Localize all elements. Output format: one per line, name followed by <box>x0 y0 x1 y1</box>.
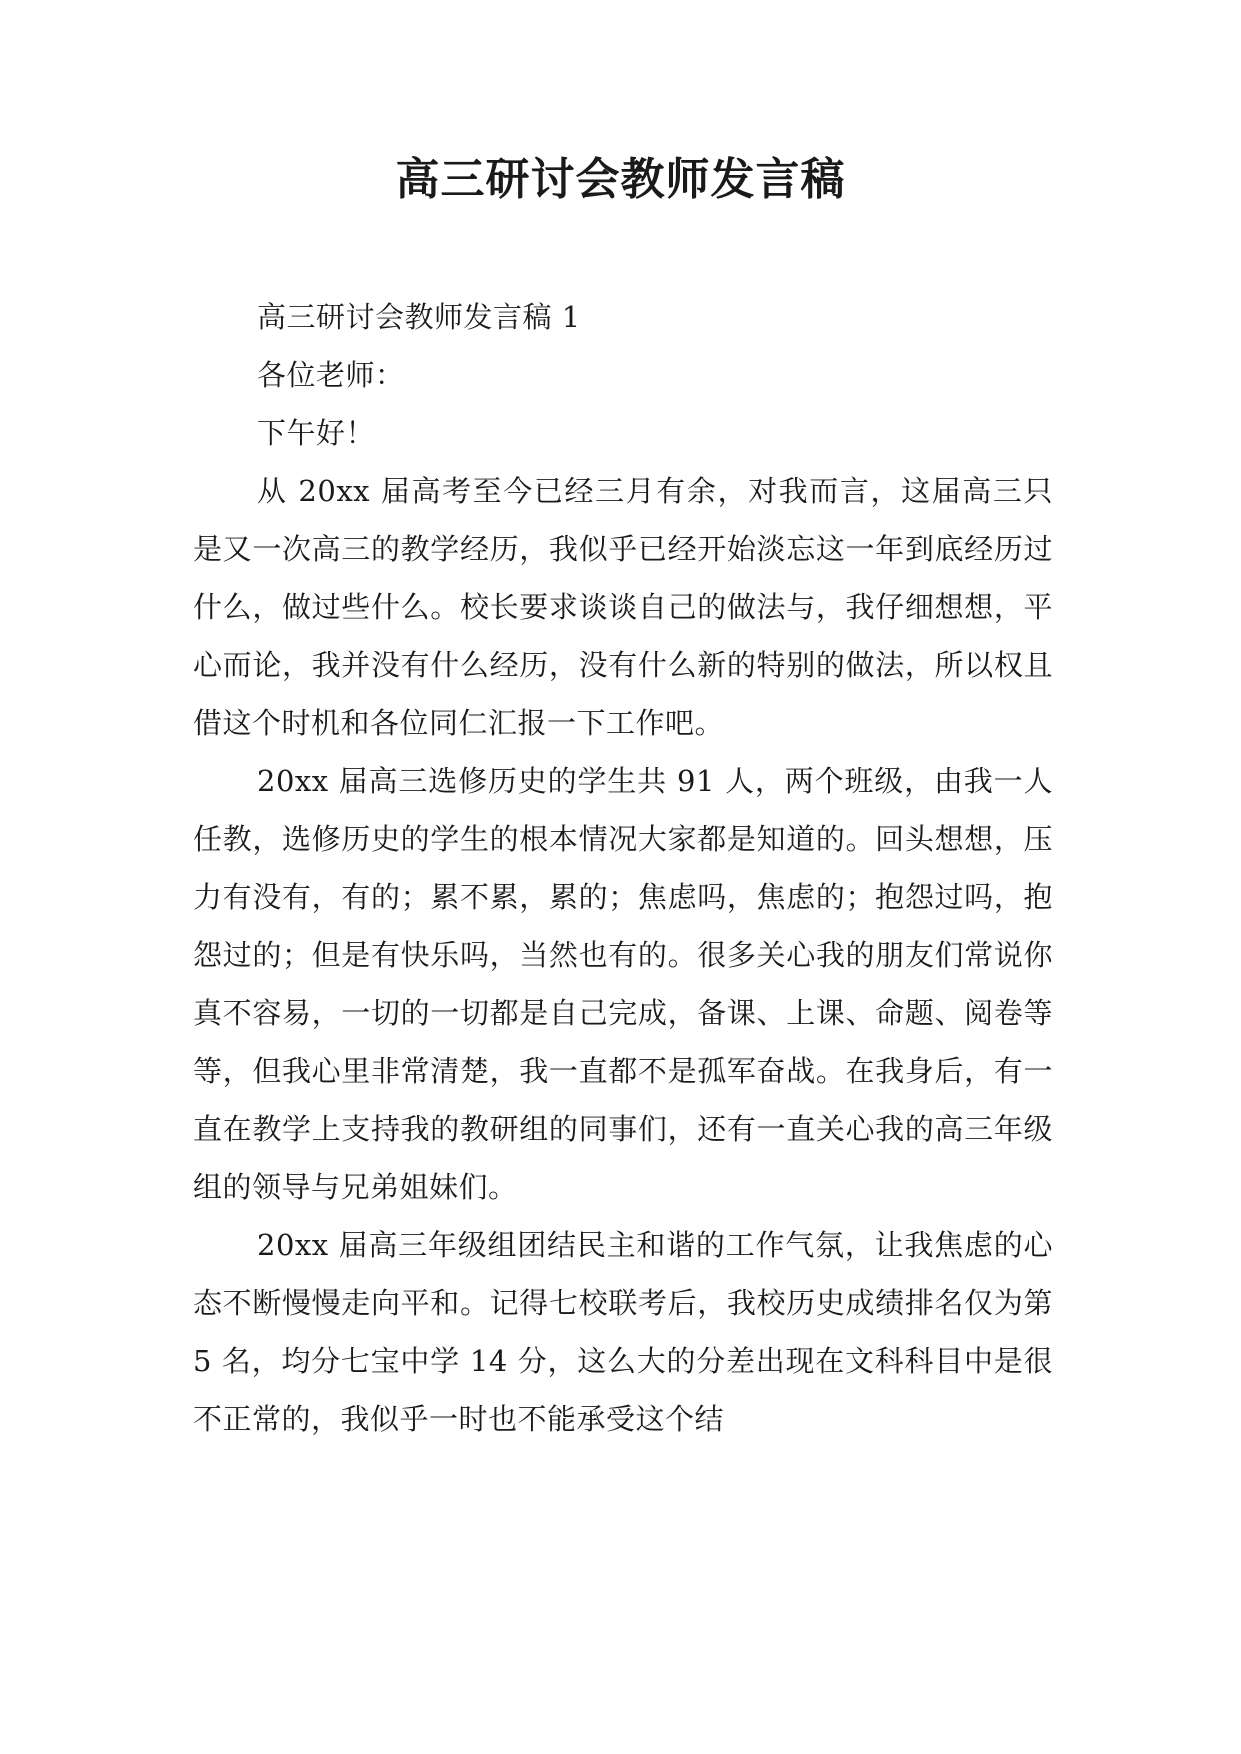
paragraph-body-2: 20xx 届高三选修历史的学生共 91 人，两个班级，由我一人任教，选修历史的学生的根本情况大家都是知道的。回头想想，压力有没有，有的；累不累，累的；焦虑吗，焦虑的；抱怨过吗，抱怨过的；但是有快乐吗，当然也有的。很多关心我的朋友们常说你真不容易，一切的一切都是自己完成，备课、上课、命题、阅卷等等，但我心里非常清楚，我一直都不是孤军奋战。在我身后，有一直在教学上支持我的教研组的同事们，还有一直关心我的高三年级组的领导与兄弟姐妹们。 <box>193 764 1053 1204</box>
document-title: 高三研讨会教师发言稿 <box>395 154 846 205</box>
document-body <box>193 288 1053 1448</box>
paragraph-body-3: 20xx 届高三年级组团结民主和谐的工作气氛，让我焦虑的心态不断慢慢走向平和。记得七校联考后，我校历史成绩排名仅为第 5 名，均分七宝中学 14 分，这么大的分差出现在文科科目中是很不正常的，我似乎一时也不能承受这个结 <box>193 1228 1053 1436</box>
paragraph-greeting: 下午好！ <box>257 416 376 450</box>
paragraph-heading: 高三研讨会教师发言稿 1 <box>257 300 581 334</box>
paragraph-salutation: 各位老师： <box>257 358 405 392</box>
paragraph-body-1: 从 20xx 届高考至今已经三月有余，对我而言，这届高三只是又一次高三的教学经历，我似乎已经开始淡忘这一年到底经历过什么，做过些什么。校长要求谈谈自己的做法与，我仔细想想，平心而论，我并没有什么经历，没有什么新的特别的做法，所以权且借这个时机和各位同仁汇报一下工作吧。 <box>193 474 1053 740</box>
